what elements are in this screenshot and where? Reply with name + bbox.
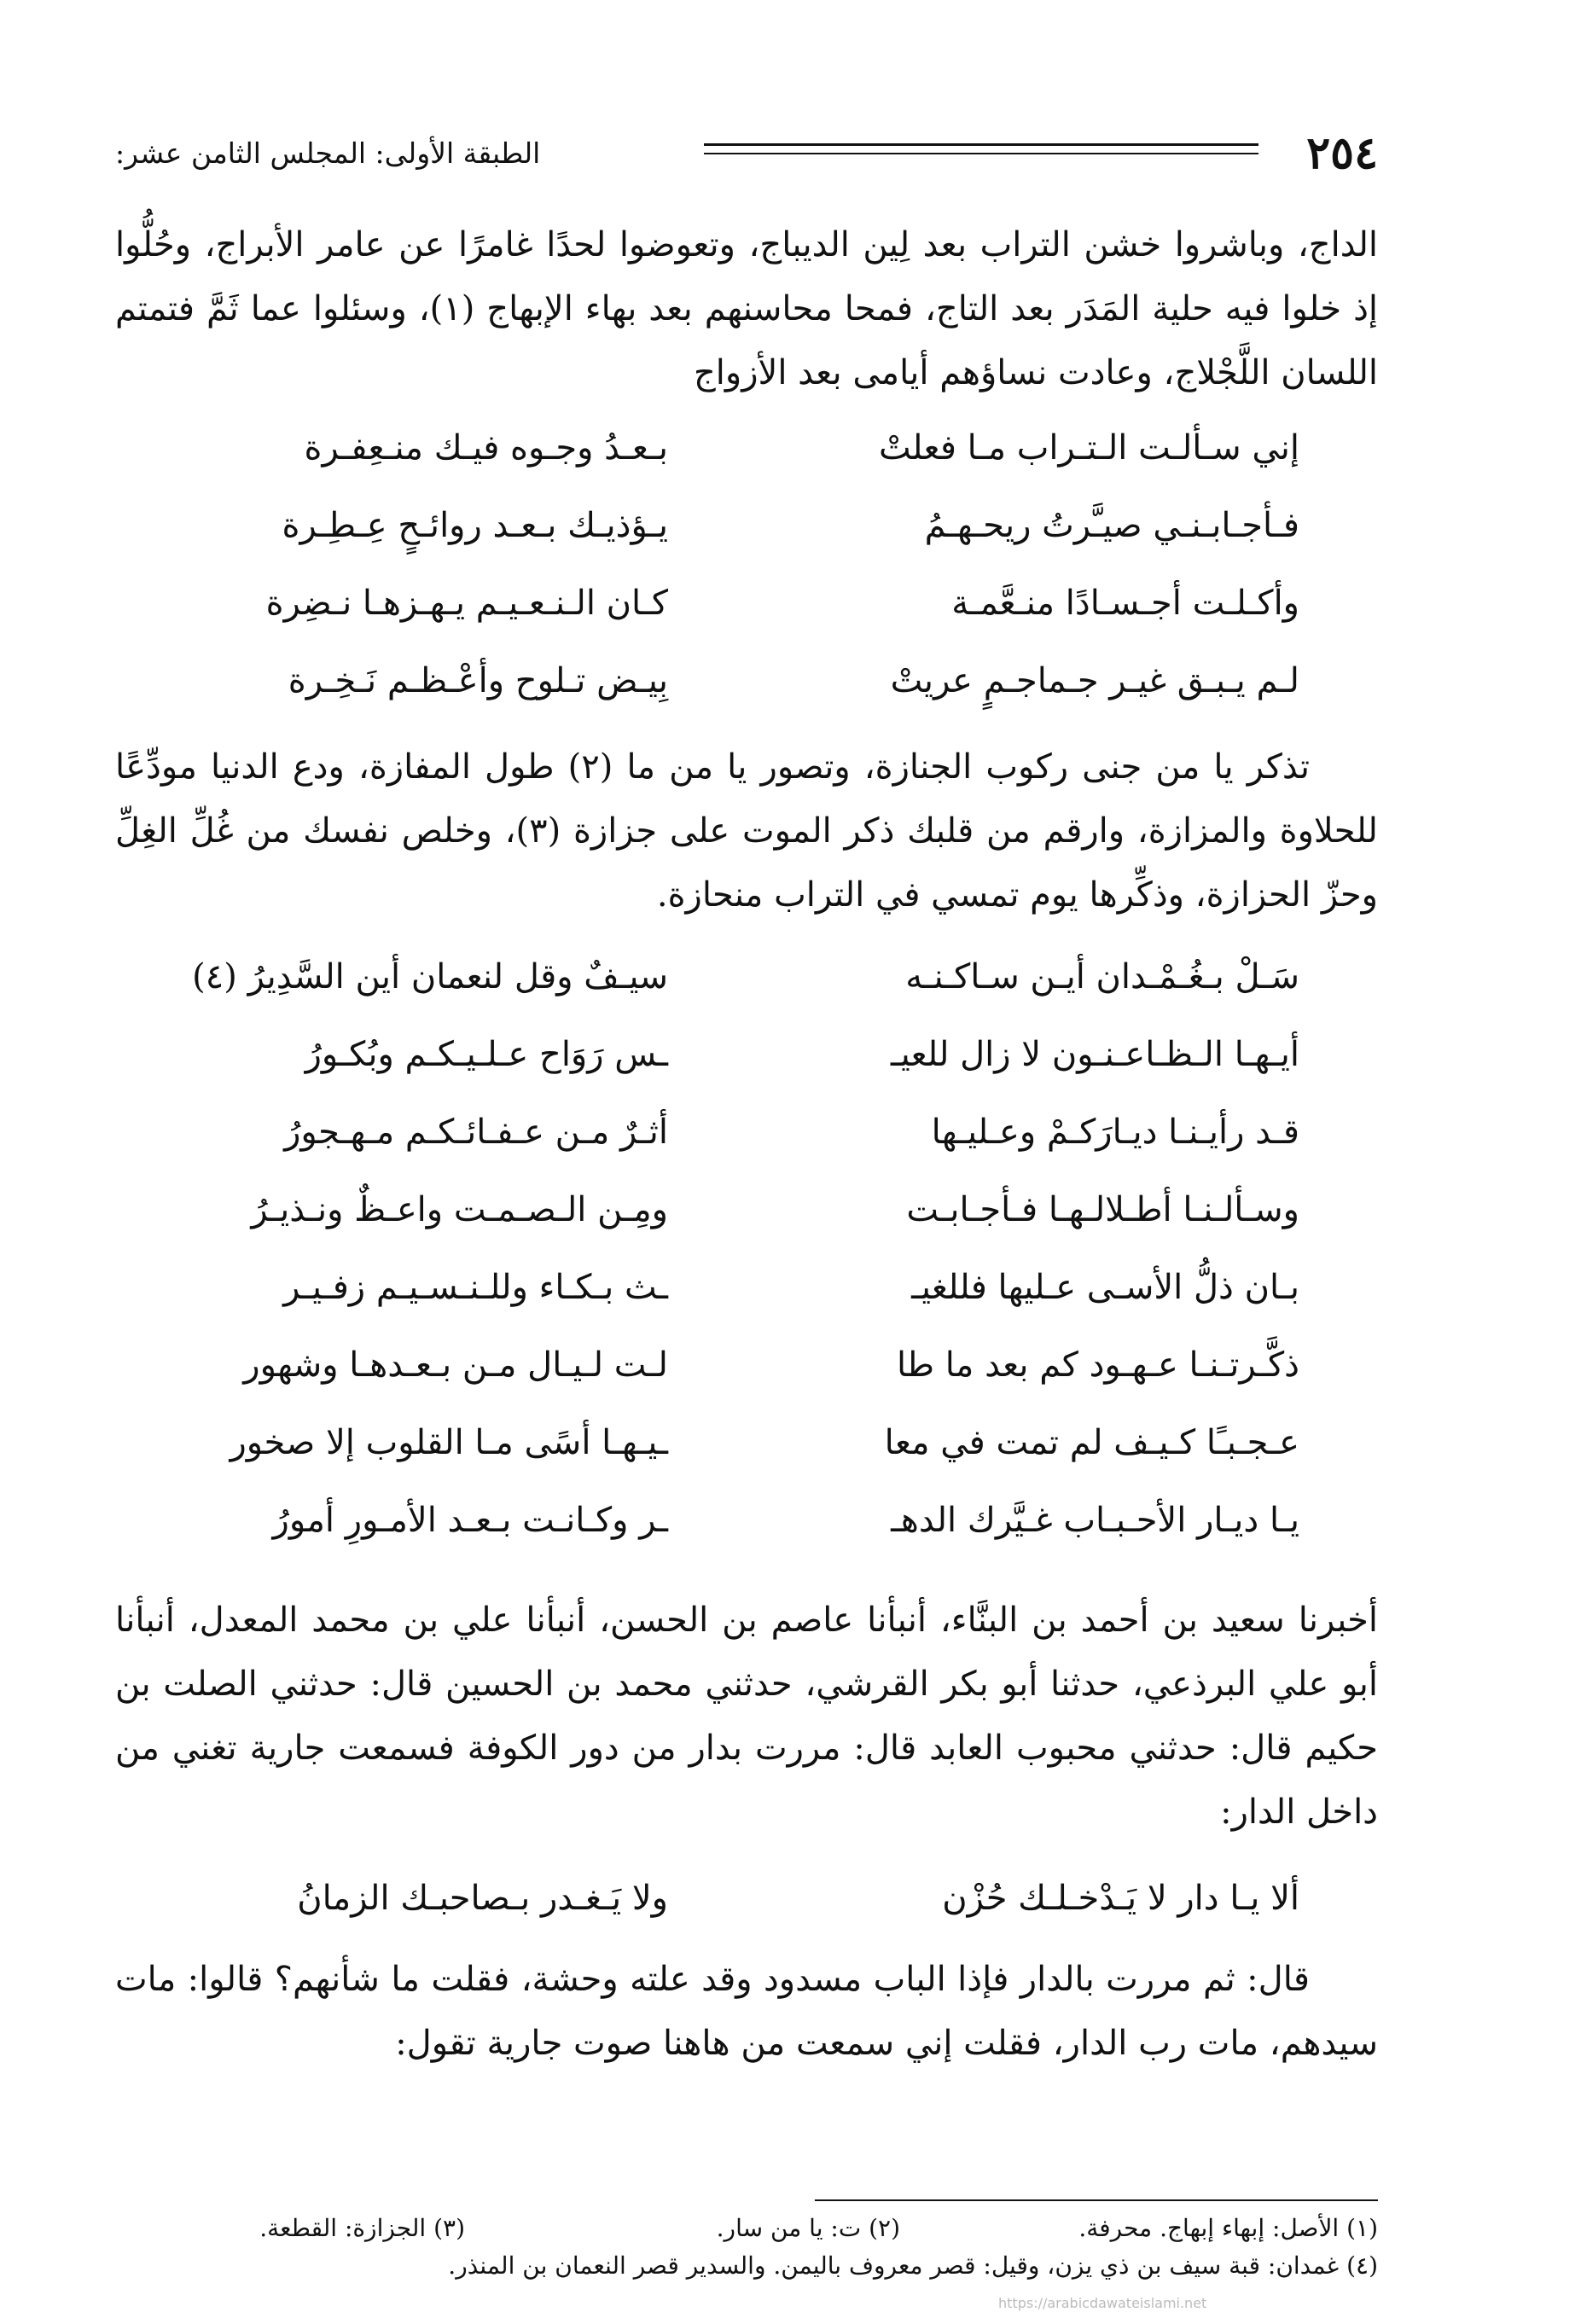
footnote-row bbox=[115, 2210, 1378, 2247]
verse-first-hemistich: وأكـلـت أجـسـادًا منـعَّمـة bbox=[951, 584, 1299, 623]
paragraph-3: أخبرنا سعيد بن أحمد بن البنَّاء، أنبأنا عاصم بن الحسن، أنبأنا علي بن محمد المعدل، أنبأنا أبو علي البرذعي، حدثنا أبو بكر القرشي، حدثني محمد بن الحسين قال: حدثني الصلت بن حكيم قال: حدثني محبوب العابد قال: مررت بدار من دور الكوفة فسمعت جارية تغني من داخل الدار: bbox=[115, 1601, 1378, 1832]
verse-first-hemistich: أيـهـا الـظـاعـنـون لا زال للعيـ bbox=[890, 1035, 1299, 1074]
footnote-1: (١) الأصل: إبهاء إبهاج. محرفة. bbox=[1078, 2214, 1378, 2242]
verse-first-hemistich: إني سـألـت الـتـراب مـا فعلتْ bbox=[879, 428, 1299, 468]
header-rule bbox=[704, 143, 1258, 154]
verse-first-hemistich: عـجـبـًا كـيـف لم تمت في معا bbox=[884, 1423, 1299, 1462]
footnote-4: (٤) غمدان: قبة سيف بن ذي يزن، وقيل: قصر معروف باليمن. والسدير قصر النعمان بن المنذر. bbox=[448, 2251, 1378, 2280]
paragraph-4: قال: ثم مررت بالدار فإذا الباب مسدود وقد علته وحشة، فقلت ما شأنهم؟ قالوا: مات سيدهم، مات رب الدار، فقلت إني سمعت من هاهنا صوت جارية تقول: bbox=[115, 1960, 1378, 2063]
verse-second-hemistich: ولا يَـغـدر بـصاحبـك الزمانُ bbox=[297, 1879, 668, 1918]
verse bbox=[0, 1404, 1581, 1482]
footnote-2: (٢) ت: يا من سار. bbox=[716, 2214, 900, 2242]
verse-first-hemistich: لـم يـبـق غيـر جـماجـمٍ عريتْ bbox=[890, 661, 1299, 700]
verse-first-hemistich: يـا ديـار الأحـبـاب غـيَّرك الدهـ bbox=[891, 1501, 1299, 1540]
footnote-3: (٣) الجزازة: القطعة. bbox=[259, 2214, 465, 2242]
verse bbox=[0, 1249, 1581, 1327]
verse bbox=[0, 410, 1581, 487]
verse bbox=[0, 938, 1581, 1016]
verse-first-hemistich: سَـلْ بـغُـمْـدان أيـن سـاكـنـه bbox=[905, 957, 1299, 996]
footnote-rule bbox=[815, 2199, 1378, 2201]
page-header bbox=[115, 128, 1378, 179]
verse bbox=[0, 1482, 1581, 1560]
verse-second-hemistich: ـر وكـانـت بـعـد الأمـورِ أمورُ bbox=[272, 1501, 668, 1540]
verse-first-hemistich: ذكَّـرتـنـا عـهـود كم بعد ما طا bbox=[897, 1345, 1299, 1385]
watermark-url: https://arabicdawateislami.net bbox=[998, 2295, 1207, 2311]
verse-second-hemistich: أثـرٌ مـن عـفـائـكـم مـهـجورُ bbox=[284, 1113, 668, 1152]
verse-second-hemistich: ـس رَوَاح عـلـيـكـم وبُكـورُ bbox=[305, 1035, 668, 1074]
verse-first-hemistich: وسـألـنـا أطـلالـهـا فـأجـابـت bbox=[906, 1190, 1299, 1229]
paragraph-1: الداج، وباشروا خشن التراب بعد لِين الديباج، وتعوضوا لحدًا غامرًا عن عامر الأبراج، وحُلُّوا إذ خلوا فيه حلية المَدَر بعد التاج، فمحا محاسنهم بعد بهاء الإبهاج (١)، وسئلوا عما ثَمَّ فتمتم اللسان اللَّجْلاج، وعادت نساؤهم أيامى بعد الأزواج bbox=[115, 225, 1378, 392]
verse bbox=[0, 1094, 1581, 1171]
verse bbox=[0, 487, 1581, 565]
verse bbox=[0, 565, 1581, 642]
verse-first-hemistich: ألا يـا دار لا يَـدْخـلـك حُزْن bbox=[942, 1879, 1299, 1918]
poem-2 bbox=[0, 938, 1581, 1560]
verse bbox=[0, 1016, 1581, 1094]
poem-1 bbox=[0, 410, 1581, 720]
running-title: الطبقة الأولى: المجلس الثامن عشر: bbox=[115, 137, 541, 170]
footnote-row bbox=[115, 2247, 1378, 2285]
verse-first-hemistich: بـان ذلُّ الأسـى عـليها فللغيـ bbox=[911, 1268, 1299, 1307]
footnotes bbox=[115, 2210, 1378, 2285]
verse-second-hemistich: بـعـدُ وجـوه فيـك منـعِفـرة bbox=[304, 428, 668, 468]
verse bbox=[0, 1860, 1581, 1938]
verse bbox=[0, 1327, 1581, 1404]
verse-second-hemistich: لـت لـيـال مـن بـعـدهـا وشهور bbox=[243, 1345, 668, 1385]
paragraph-2: تذكر يا من جنى ركوب الجنازة، وتصور يا من ما (٢) طول المفازة، ودع الدنيا مودِّعًا للحلاوة والمزازة، وارقم من قلبك ذكر الموت على جزازة (٣)، وخلص نفسك من غُلِّ الغِلِّ وحزّ الحزازة، وذكِّرها يوم تمسي في التراب منحازة. bbox=[115, 747, 1378, 915]
poem-3 bbox=[0, 1860, 1581, 1938]
verse-second-hemistich: كـان الـنـعـيـم يـهـزهـا نـضِرة bbox=[265, 584, 668, 623]
verse-second-hemistich: ـث بـكـاء وللـنـسـيـم زفـيـر bbox=[283, 1268, 668, 1307]
verse bbox=[0, 1171, 1581, 1249]
verse bbox=[0, 642, 1581, 720]
verse-second-hemistich: ومِـن الـصـمـت واعـظٌ ونـذيـرُ bbox=[251, 1190, 668, 1229]
page-number: ٢٥٤ bbox=[1306, 127, 1378, 179]
verse-second-hemistich: يـؤذيـك بـعـد روائـحٍ عِـطِـرة bbox=[282, 506, 668, 545]
verse-first-hemistich: فـأجـابـنـي صيـَّرتُ ريحـهـمُ bbox=[924, 506, 1299, 545]
verse-second-hemistich: بِيـض تـلوح وأعْـظـم نَـخِـرة bbox=[288, 661, 668, 700]
verse-second-hemistich: ـيـهـا أسًى مـا القلوب إلا صخور bbox=[230, 1423, 668, 1462]
verse-first-hemistich: قـد رأيـنـا ديـارَكـمْ وعـليـها bbox=[931, 1113, 1299, 1152]
verse-second-hemistich: سيـفٌ وقل لنعمان أين السَّدِيرُ (٤) bbox=[192, 957, 668, 996]
